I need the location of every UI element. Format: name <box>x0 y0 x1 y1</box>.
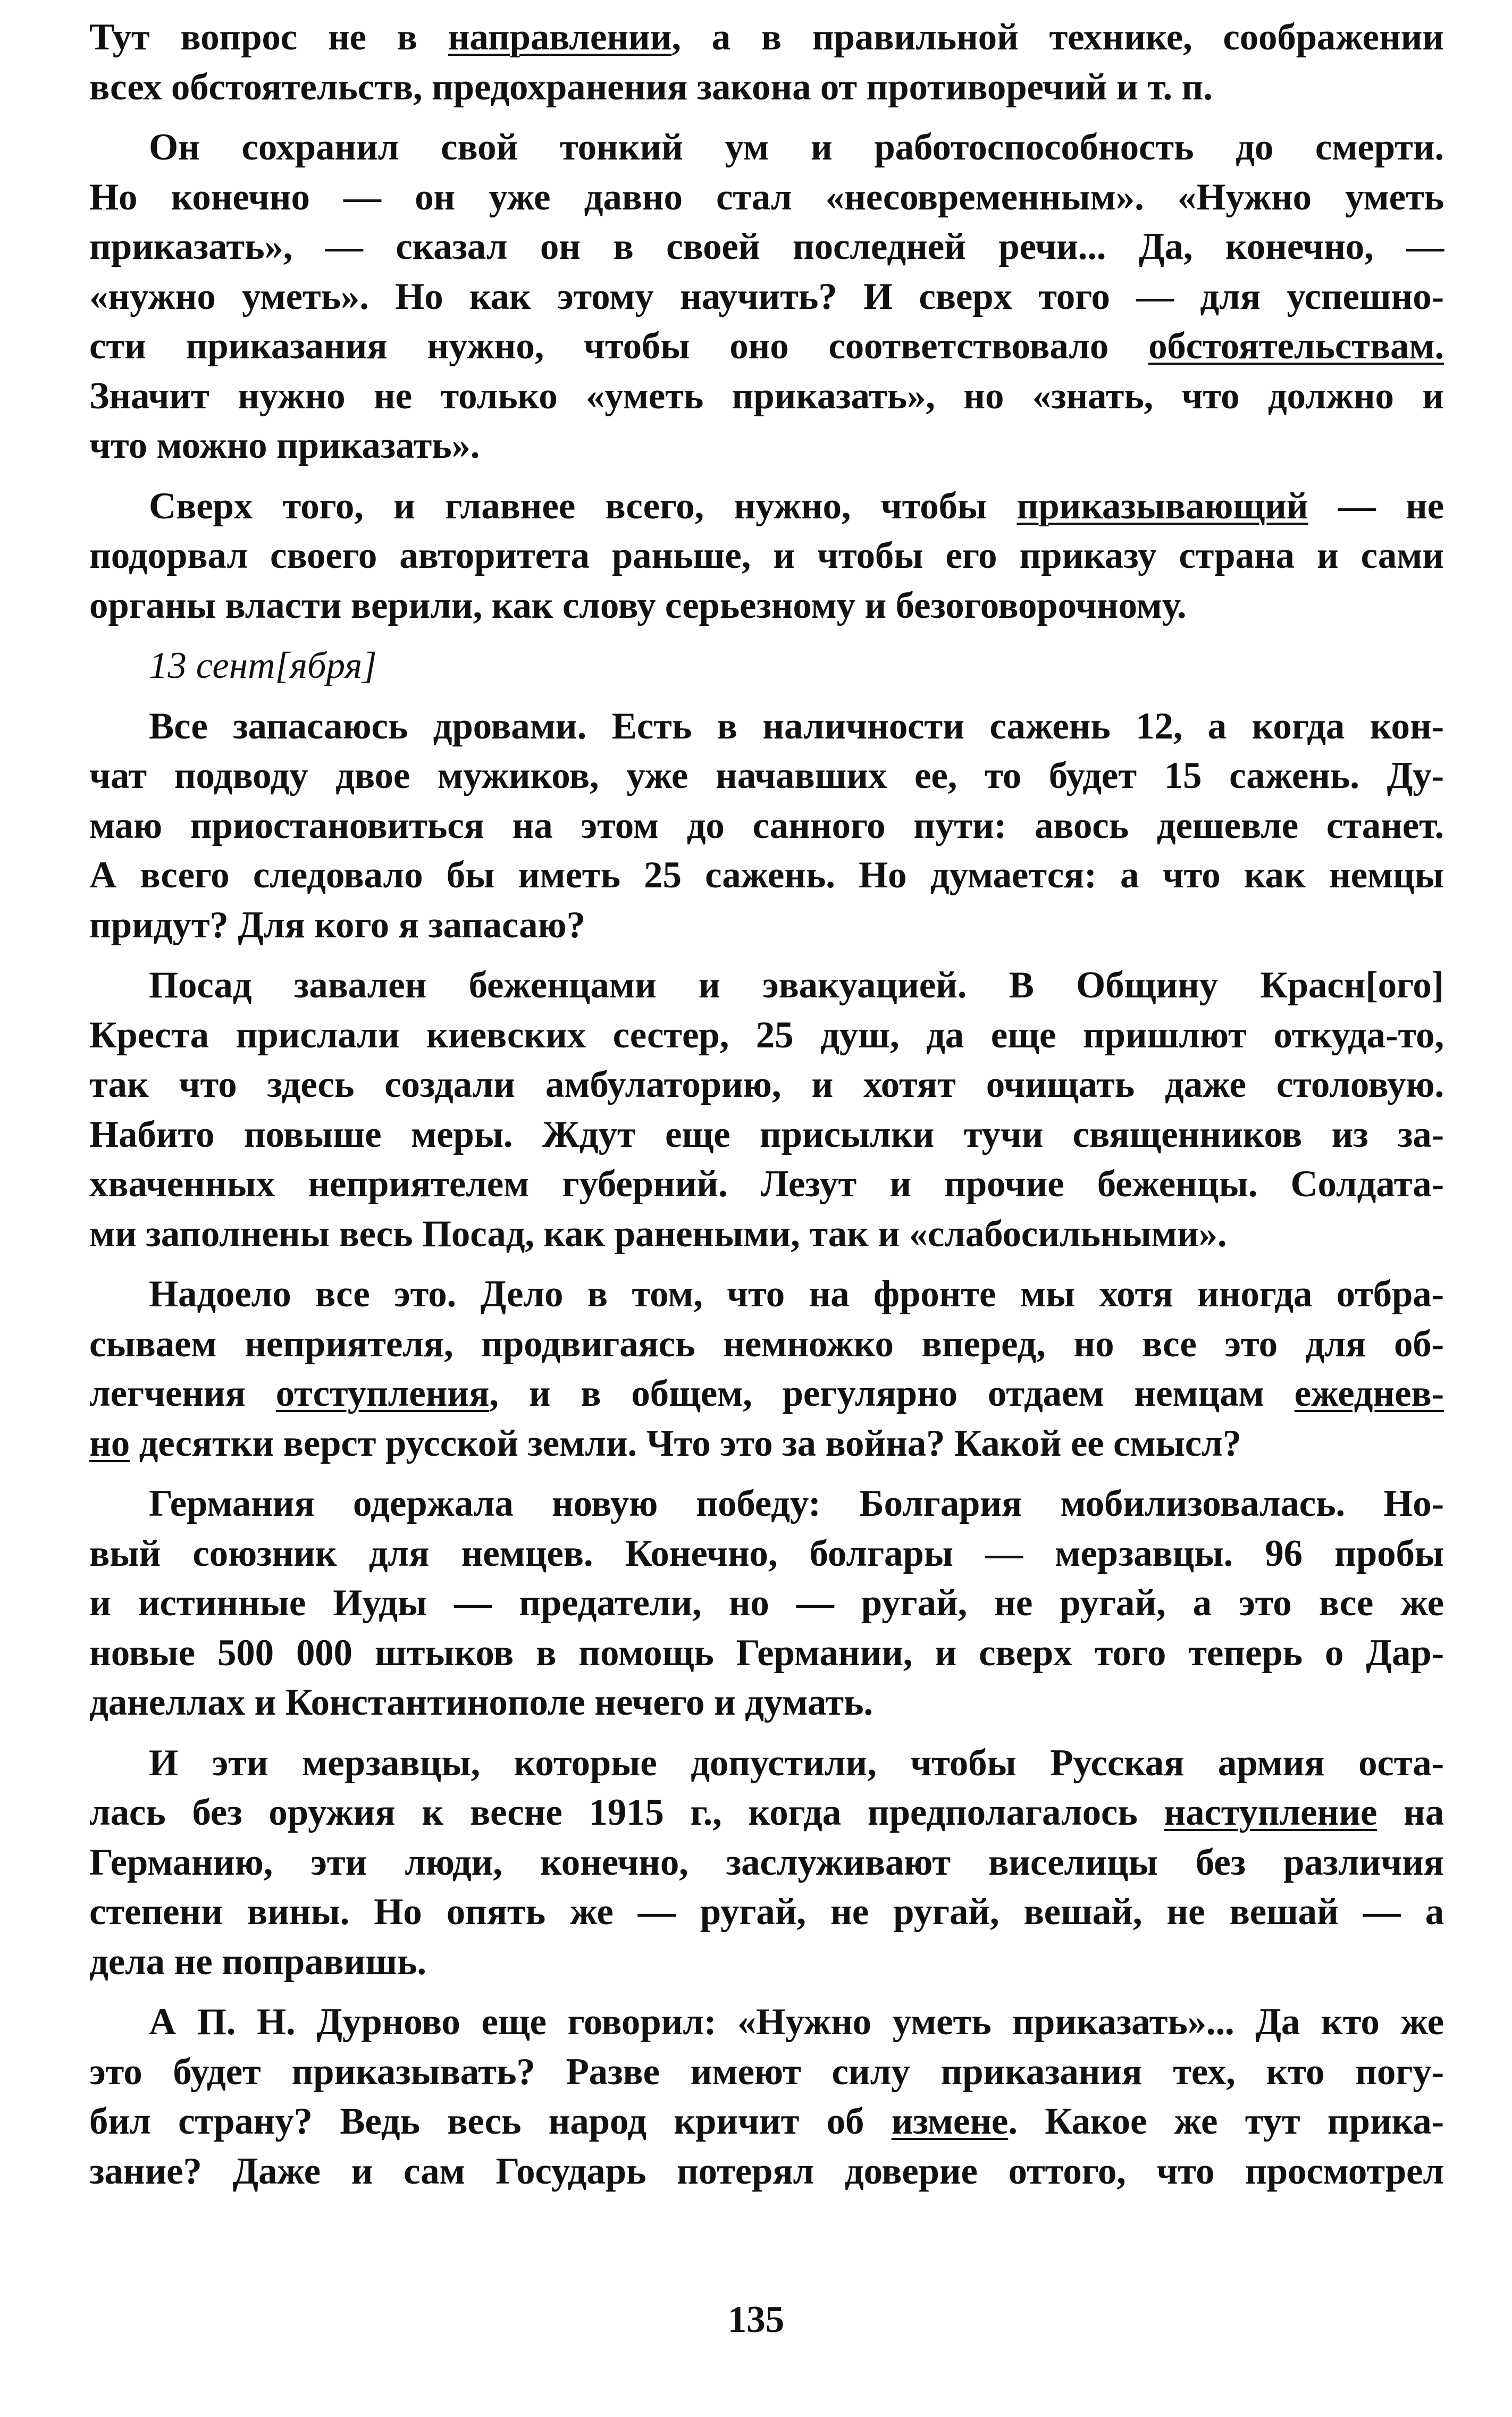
text-line <box>89 1110 1444 1160</box>
paragraph-p7 <box>89 1479 1444 1728</box>
text-segment: так что здесь создали амбулаторию, и хотят очищать даже столовую. <box>89 1064 1444 1105</box>
text-line <box>89 1369 1444 1419</box>
text-line <box>89 1887 1444 1937</box>
paragraph-p2 <box>89 123 1444 471</box>
text-line <box>89 1011 1444 1061</box>
text-segment: А П. Н. Дурново еще говорил: «Нужно уметь приказать»... Да кто же <box>149 2001 1444 2043</box>
text-segment: . Какое же тут прика- <box>1008 2101 1444 2142</box>
text-segment: А всего следовало бы иметь 25 сажень. Но думается: а что как немцы <box>89 854 1444 896</box>
paragraph-gap <box>89 950 1444 961</box>
text-line <box>89 63 1444 113</box>
text-line <box>89 1739 1444 1789</box>
text-segment: Сверх того, и главнее всего, нужно, чтобы <box>149 485 1017 527</box>
text-line <box>89 222 1444 272</box>
underlined-text: но <box>89 1422 130 1464</box>
paragraph-gap <box>89 691 1444 702</box>
text-line <box>89 581 1444 631</box>
text-segment: дела не поправишь. <box>89 1941 426 1983</box>
paragraph-p1 <box>89 13 1444 112</box>
text-line <box>89 1579 1444 1629</box>
paragraph-gap <box>89 471 1444 482</box>
text-segment: Тут вопрос не в <box>89 16 448 58</box>
text-line <box>89 1270 1444 1320</box>
text-segment: чат подводу двое мужиков, уже начавших ее, то будет 15 сажень. Ду- <box>89 755 1444 796</box>
text-line <box>89 531 1444 581</box>
text-segment: Значит нужно не только «уметь приказать», но «знать, что должно и <box>89 375 1444 417</box>
text-segment: степени вины. Но опять же — ругай, не ругай, вешай, не вешай — а <box>89 1891 1444 1933</box>
text-segment: десятки верст русской земли. Что это за война? Какой ее смысл? <box>130 1422 1241 1464</box>
text-line <box>89 123 1444 173</box>
text-line <box>89 1210 1444 1260</box>
text-segment: Набито повыше меры. Ждут еще присылки тучи священников из за- <box>89 1113 1444 1155</box>
text-segment: Посад завален беженцами и эвакуацией. В Общину Красн[ого] <box>149 964 1444 1006</box>
text-segment: маю приостановиться на этом до санного пути: авось дешевле станет. <box>89 804 1444 846</box>
text-line <box>89 1998 1444 2047</box>
text-line <box>89 482 1444 532</box>
text-line <box>89 2047 1444 2097</box>
underlined-text: обстоятельствам. <box>1148 325 1444 367</box>
text-segment: ми заполнены весь Посад, как ранеными, так и «слабосильными». <box>89 1213 1227 1255</box>
underlined-text: приказывающий <box>1017 485 1308 527</box>
paragraph-gap <box>89 1728 1444 1739</box>
text-segment: органы власти верили, как слову серьезному и безоговорочному. <box>89 584 1187 626</box>
text-segment: легчения <box>89 1373 276 1414</box>
paragraph-p4 <box>89 702 1444 951</box>
text-line <box>89 801 1444 851</box>
text-segment: Германия одержала новую победу: Болгария мобилизовалась. Но- <box>149 1483 1444 1524</box>
text-line <box>89 1160 1444 1210</box>
paragraph-p3 <box>89 482 1444 631</box>
text-segment: И эти мерзавцы, которые допустили, чтобы Русская армия оста- <box>149 1742 1444 1784</box>
text-line <box>89 2097 1444 2147</box>
paragraph-gap <box>89 1468 1444 1479</box>
page-number: 135 <box>727 2299 785 2340</box>
page-text-body <box>89 13 1444 2196</box>
text-line <box>89 702 1444 752</box>
text-line <box>89 1419 1444 1469</box>
paragraph-gap <box>89 1987 1444 1998</box>
text-line <box>89 1479 1444 1529</box>
text-line <box>89 1320 1444 1370</box>
text-segment: придут? Для кого я запасаю? <box>89 904 585 946</box>
underlined-text: отступления <box>275 1373 490 1414</box>
text-segment: лась без оружия к весне 1915 г., когда предполагалось <box>89 1792 1164 1833</box>
paragraph-p8 <box>89 1739 1444 1987</box>
text-line <box>89 851 1444 901</box>
paragraph-gap <box>89 112 1444 123</box>
text-segment: , а в правильной технике, соображении <box>671 16 1444 58</box>
text-line <box>89 322 1444 372</box>
text-segment: хваченных неприятелем губерний. Лезут и прочие беженцы. Солдата- <box>89 1163 1444 1205</box>
text-segment: подорвал своего авторитета раньше, и чтобы его приказу страна и сами <box>89 535 1444 576</box>
text-line <box>89 272 1444 322</box>
text-line <box>89 901 1444 951</box>
text-line <box>89 751 1444 801</box>
paragraph-p6 <box>89 1270 1444 1468</box>
underlined-text: наступление <box>1164 1792 1377 1833</box>
underlined-text: ежеднев- <box>1294 1373 1444 1414</box>
text-segment: сываем неприятеля, продвигаясь немножко вперед, но все это для об- <box>89 1323 1444 1365</box>
paragraph-p9 <box>89 1998 1444 2196</box>
text-segment: приказать», — сказал он в своей последней речи... Да, конечно, — <box>89 226 1444 267</box>
text-segment: Он сохранил свой тонкий ум и работоспособность до смерти. <box>149 127 1444 168</box>
text-segment: Германию, эти люди, конечно, заслуживают виселицы без различия <box>89 1841 1444 1883</box>
paragraph-gap <box>89 631 1444 641</box>
paragraph-gap <box>89 1259 1444 1270</box>
underlined-text: измене <box>891 2101 1009 2142</box>
text-line <box>89 173 1444 223</box>
text-line <box>89 1788 1444 1838</box>
text-line <box>89 1060 1444 1110</box>
text-segment: сти приказания нужно, чтобы оно соответствовало <box>89 325 1149 367</box>
text-segment: вый союзник для немцев. Конечно, болгары — мерзавцы. 96 пробы <box>89 1532 1444 1574</box>
text-segment: это будет приказывать? Разве имеют силу приказания тех, кто погу- <box>89 2051 1444 2093</box>
text-segment: новые 500 000 штыков в помощь Германии, и сверх того теперь о Дар- <box>89 1632 1444 1674</box>
text-line <box>89 421 1444 471</box>
text-segment: Креста прислали киевских сестер, 25 душ, да еще пришлют откуда-то, <box>89 1014 1444 1056</box>
text-line <box>89 1629 1444 1679</box>
text-segment: и истинные Иуды — предатели, но — ругай, не ругай, а это все же <box>89 1582 1444 1624</box>
text-segment: данеллах и Константинополе нечего и думать. <box>89 1682 873 1723</box>
underlined-text: направлении <box>448 16 672 58</box>
text-line <box>89 2147 1444 2197</box>
text-line <box>89 961 1444 1011</box>
text-segment: — не <box>1308 485 1444 527</box>
text-line <box>89 1529 1444 1579</box>
text-line <box>89 1678 1444 1728</box>
text-segment: бил страну? Ведь весь народ кричит об <box>89 2101 892 2142</box>
text-line <box>89 1838 1444 1888</box>
text-segment: «нужно уметь». Но как этому научить? И сверх того — для успешно- <box>89 275 1444 317</box>
text-segment: Все запасаюсь дровами. Есть в наличности сажень 12, а когда кон- <box>149 705 1444 747</box>
text-segment: Надоело все это. Дело в том, что на фронте мы хотя иногда отбра- <box>149 1273 1444 1315</box>
text-line <box>89 13 1444 63</box>
text-segment: зание? Даже и сам Государь потерял доверие оттого, что просмотрел <box>89 2150 1444 2192</box>
text-segment: Но конечно — он уже давно стал «несовременным». «Нужно уметь <box>89 176 1444 218</box>
text-segment: всех обстоятельств, предохранения закона от противоречий и т. п. <box>89 66 1213 108</box>
text-segment: , и в общем, регулярно отдаем немцам <box>489 1373 1295 1414</box>
diary-date-heading: 13 сент[ября] <box>149 645 377 686</box>
text-line <box>89 1937 1444 1987</box>
text-segment: что можно приказать». <box>89 425 480 466</box>
paragraph-p5 <box>89 961 1444 1259</box>
text-line <box>89 372 1444 422</box>
text-segment: на <box>1377 1792 1444 1833</box>
